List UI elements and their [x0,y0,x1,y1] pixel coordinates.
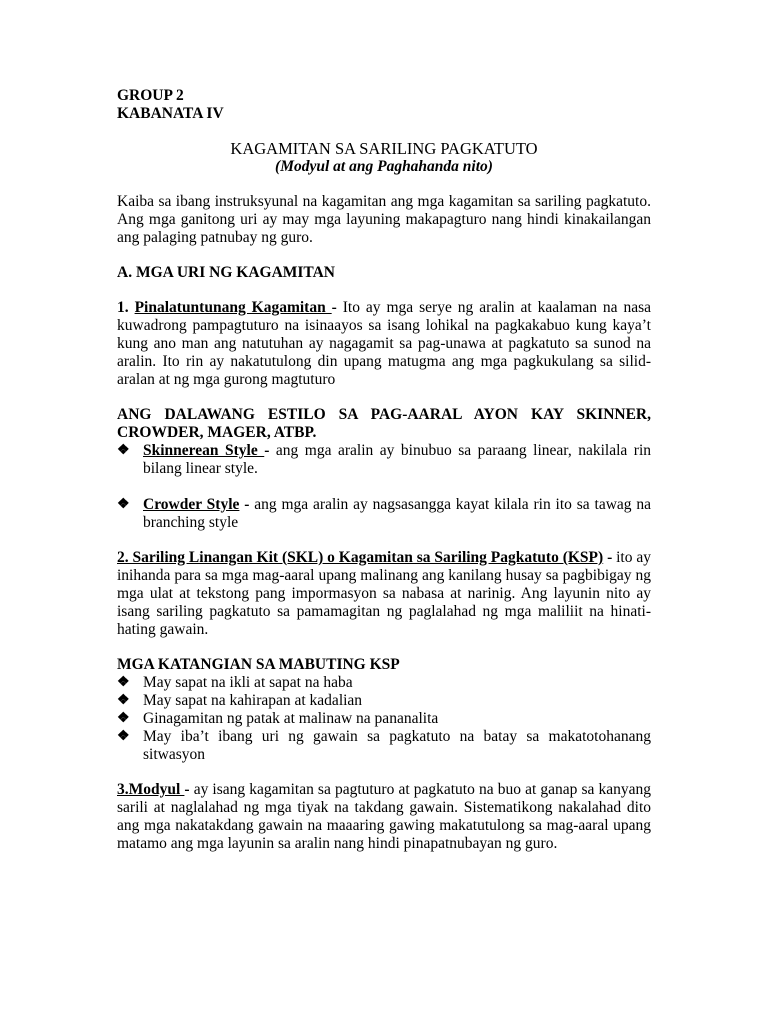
item1-body: Ito ay mga serye ng aralin at kaalaman na nasa kuwadrong pampagtuturo na isinaayos sa isang lohikal na pagkakabuo kung kaya’t kung ano man ang natutuhan ay nagagamit sa pag-unawa at pagkatuto sa sunod na aralin. Ito rin ay nakatutulong din upang matugma ang mga pagkukulang sa silid-aralan at ng mga gurong magtuturo [117,299,652,388]
diamond-bullet-icon: ❖ [117,497,130,512]
list-item [117,442,651,478]
styles-heading: ANG DALAWANG ESTILO SA PAG-AARAL AYON KAY SKINNER, CROWDER, MAGER, ATBP. [117,406,651,441]
chapter-label: KABANATA IV [117,105,224,122]
list-item [117,496,651,532]
list-item [117,674,651,692]
ksp-item-text: Ginagamitan ng patak at malinaw na pananalita [143,710,439,727]
item1-term: Pinalatuntunang Kagamitan [134,299,332,316]
style-body: ang mga aralin ay nagsasangga kayat kilala rin ito sa tawag na branching style [143,496,651,531]
style-term: Crowder Style [143,496,240,513]
item3-dash: - [184,781,190,798]
diamond-bullet-icon: ❖ [117,443,130,458]
item1-dash: - [331,299,337,316]
ksp-item-text: May sapat na kahirapan at kadalian [143,692,363,709]
section-a-heading: A. MGA URI NG KAGAMITAN [117,264,335,281]
ksp-heading: MGA KATANGIAN SA MABUTING KSP [117,656,400,673]
diamond-bullet-icon: ❖ [117,675,130,690]
document-subtitle: (Modyul at ang Paghahanda nito) [275,158,493,175]
item2-body: ito ay inihanda para sa mga mag-aaral upang malinang ang kanilang husay sa pagbibigay ng mga ulat at tekstong pang impormasyon sa nabasa at narinig. Ang layunin nito ay isang sariling pagkatuto sa pamamagitan ng paglalahad ng mga maliliit na hinati-hating gawain. [117,549,651,638]
style-dash: - [264,442,270,459]
item1-paragraph [117,299,651,389]
ksp-item-text: May sapat na ikli at sapat na haba [143,674,353,691]
document-title: KAGAMITAN SA SARILING PAGKATUTO [230,139,538,158]
group-label: GROUP 2 [117,87,184,104]
item3-body: ay isang kagamitan sa pagtuturo at pagkatuto na buo at ganap sa kanyang sarili at naglalahad ng mga tiyak na takdang gawain. Sistematikong nakalahad dito ang mga nakatakdang gawain na maaaring gawing makatutulong sa mag-aaral upang matamo ang mga layunin sa aralin nang hindi pinapatnubayan ng guro. [117,781,651,852]
item1-number: 1. [117,299,129,316]
item2-dash: - [603,549,613,566]
item3-paragraph [117,781,651,853]
style-dash: - [239,496,250,513]
intro-paragraph: Kaiba sa ibang instruksyunal na kagamitan ang mga kagamitan sa sariling pagkatuto. Ang mga ganitong uri ay may mga layuning makapagturo nang hindi kinakailangan ang palaging patnubay ng guro. [117,193,651,246]
diamond-bullet-icon: ❖ [117,729,130,744]
list-item [117,710,651,728]
item2-term: 2. Sariling Linangan Kit (SKL) o Kagamitan sa Sariling Pagkatuto (KSP) [117,549,604,566]
item2-paragraph [117,549,651,639]
ksp-list [117,674,651,764]
styles-list [117,442,651,532]
list-item [117,692,651,710]
style-term: Skinnerean Style [143,442,265,459]
style-body: ang mga aralin ay binubuo sa paraang linear, nakilala rin bilang linear style. [143,442,651,477]
document-body [117,87,651,853]
item3-term: 3.Modyul [117,781,185,798]
list-item [117,728,651,764]
diamond-bullet-icon: ❖ [117,693,130,708]
diamond-bullet-icon: ❖ [117,711,130,726]
ksp-item-text: May iba’t ibang uri ng gawain sa pagkatuto na batay sa makatotohanang sitwasyon [143,728,651,763]
